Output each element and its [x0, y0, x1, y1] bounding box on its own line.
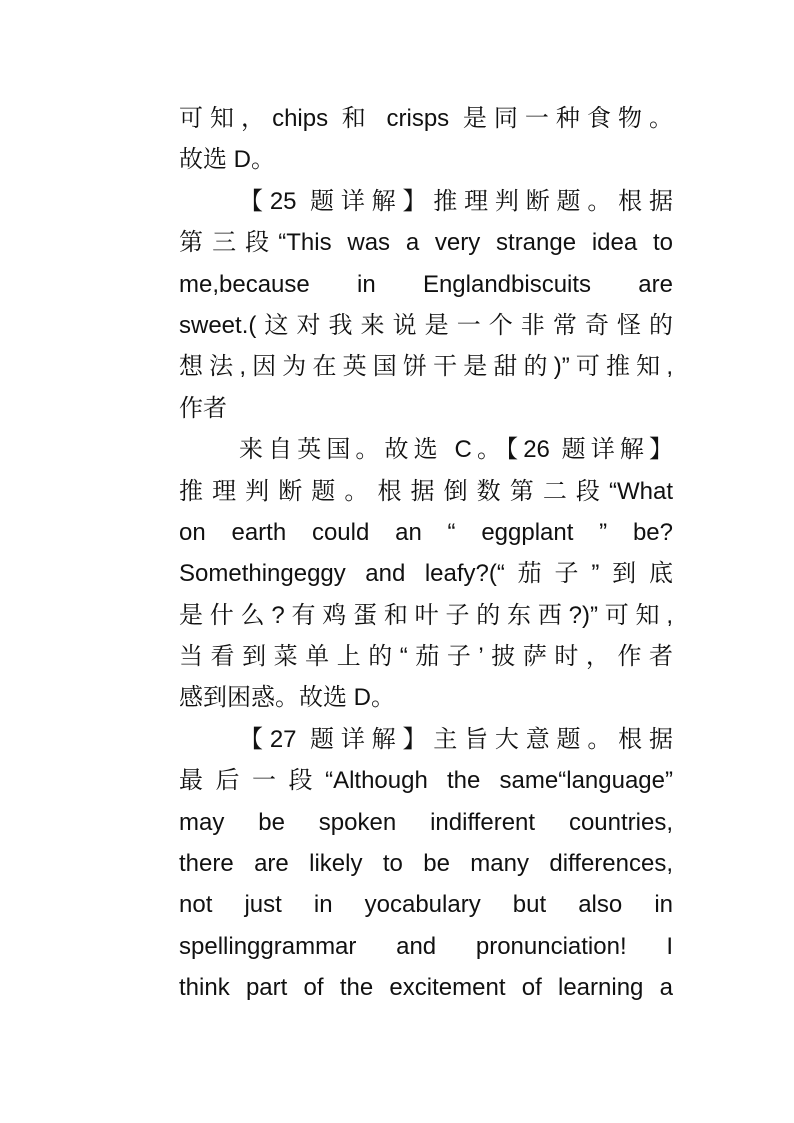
text-line: 作者: [179, 394, 227, 422]
text-line: Somethingeggy and leafy?(“茄子”到底: [179, 560, 673, 588]
text-line: 当看到菜单上的“茄子’披萨时，作者: [179, 643, 673, 671]
text-line: not just in yocabulary but also in: [179, 891, 673, 919]
text-line: 第三段“This was a very strange idea to: [179, 229, 673, 257]
text-line: 最后一段“Although the same“language”: [179, 767, 673, 795]
text-line: 想法,因为在英国饼干是甜的)”可推知,: [179, 353, 673, 381]
text-line: 【27 题详解】主旨大意题。根据: [239, 725, 673, 753]
text-line: may be spoken indifferent countries,: [179, 808, 673, 836]
text-line: 【25 题详解】推理判断题。根据: [239, 187, 673, 215]
text-line: me,because in Englandbiscuits are: [179, 270, 673, 298]
text-line: on earth could an “ eggplant ” be?: [179, 518, 673, 546]
text-line: 故选 D。: [179, 146, 275, 174]
text-line: 来自英国。故选 C。【26 题详解】: [239, 436, 673, 464]
document-body: [179, 98, 673, 1009]
text-line: 是什么?有鸡蛋和叶子的东西?)”可知,: [179, 601, 673, 629]
text-line: 推理判断题。根据倒数第二段“What: [179, 477, 673, 505]
text-line: spellinggrammar and pronunciation! I: [179, 932, 673, 960]
text-line: sweet.(这对我来说是一个非常奇怪的: [179, 311, 673, 339]
text-line: think part of the excitement of learning a: [179, 974, 673, 1002]
text-line: 可知，chips 和 crisps 是同一种食物。: [179, 105, 673, 132]
text-line: there are likely to be many differences,: [179, 850, 673, 878]
text-line: 感到困惑。故选 D。: [179, 684, 395, 712]
